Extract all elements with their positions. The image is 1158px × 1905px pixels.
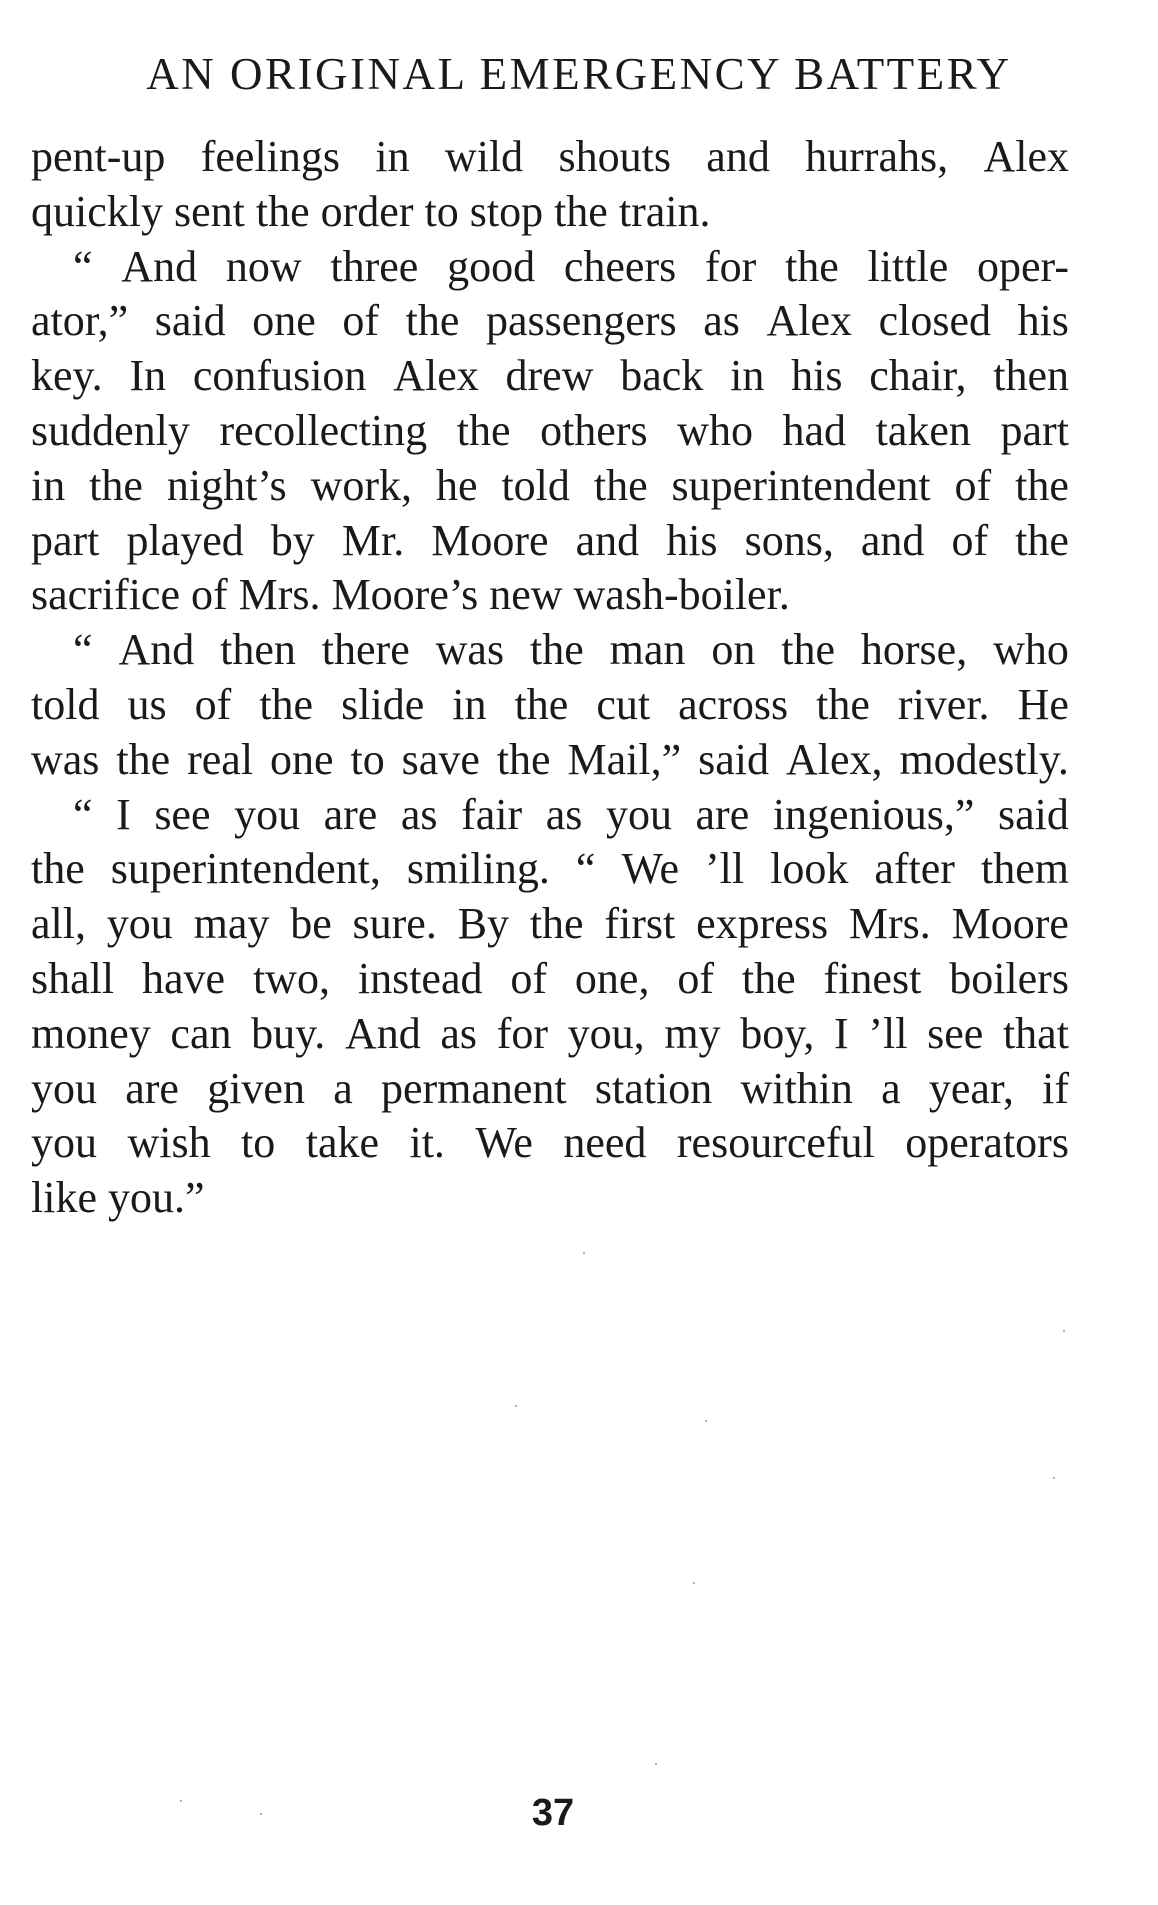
word: back	[620, 351, 704, 401]
word: money	[31, 1008, 151, 1058]
word: ’ll	[705, 844, 745, 894]
word: key.	[31, 351, 103, 401]
scan-speck	[1063, 1330, 1065, 1332]
word: my	[664, 1008, 721, 1058]
word: one	[252, 296, 316, 346]
word: little	[867, 241, 949, 291]
text-line	[31, 1007, 1069, 1062]
word: like	[31, 1173, 108, 1223]
word: modestly.	[899, 734, 1069, 784]
word: as	[703, 296, 740, 346]
page-number: 37	[531, 1792, 575, 1834]
text-line	[31, 623, 1069, 678]
word: the	[741, 953, 796, 1003]
word: In	[129, 351, 167, 401]
word: the	[529, 625, 584, 675]
text-line	[31, 678, 1069, 733]
word: wash-boiler.	[573, 570, 790, 620]
word: have	[142, 953, 226, 1003]
word: the	[514, 679, 569, 729]
word: wild	[444, 132, 524, 181]
word: permanent	[380, 1063, 567, 1113]
word: cheers	[563, 241, 677, 291]
word: them	[980, 844, 1069, 894]
word: as	[545, 789, 583, 839]
text-line	[31, 952, 1069, 1007]
word: superintendent	[671, 460, 931, 510]
word: of	[194, 679, 232, 729]
running-head: AN ORIGINAL EMERGENCY BATTERY	[146, 49, 1012, 99]
word: I	[116, 789, 131, 839]
word: was	[435, 625, 505, 675]
word: said	[154, 296, 226, 346]
text-line	[31, 733, 1069, 788]
text-line	[31, 788, 1069, 843]
word: of	[342, 296, 380, 346]
word: see	[927, 1008, 984, 1058]
word: year,	[928, 1063, 1014, 1113]
word: sent	[173, 186, 256, 236]
word: his	[791, 351, 843, 401]
word: there	[321, 625, 410, 675]
word: the	[781, 625, 835, 675]
word: others	[540, 405, 648, 455]
word: buy.	[251, 1008, 326, 1058]
word: confusion	[192, 351, 367, 401]
word: horse,	[860, 625, 968, 675]
word: are	[323, 789, 378, 839]
word: then	[220, 625, 296, 675]
word: first	[604, 899, 676, 949]
word: in	[452, 679, 487, 729]
word: it.	[409, 1118, 445, 1168]
scan-speck	[655, 1763, 657, 1765]
word: Alex	[983, 132, 1069, 181]
word: work,	[310, 460, 413, 510]
word: take	[305, 1118, 380, 1168]
word: had	[782, 405, 847, 455]
word: chair,	[869, 351, 967, 401]
word: his	[666, 515, 718, 565]
word: as	[400, 789, 438, 839]
word: night’s	[166, 460, 287, 510]
word: of	[510, 953, 548, 1003]
word: station	[594, 1063, 713, 1113]
word: of	[954, 460, 992, 510]
word: after	[874, 844, 955, 894]
word: the	[529, 899, 584, 949]
word: We	[475, 1118, 533, 1168]
word: new	[489, 570, 574, 620]
text-line	[31, 130, 1069, 185]
word: hurrahs,	[805, 132, 949, 181]
word: all,	[31, 899, 86, 949]
word: on	[711, 625, 756, 675]
word: the	[405, 296, 460, 346]
word: Alex,	[785, 734, 883, 784]
scan-speck	[515, 1405, 517, 1407]
word: his	[1017, 296, 1069, 346]
word: are	[125, 1063, 179, 1113]
text-line	[31, 1116, 1069, 1171]
word: ingenious,”	[772, 789, 975, 839]
word: And	[118, 625, 195, 675]
word: us	[127, 679, 167, 729]
word: stop	[469, 186, 555, 236]
text-line	[31, 514, 1069, 569]
word: he	[435, 460, 478, 510]
word: now	[225, 241, 302, 291]
word: “	[575, 844, 596, 894]
word: train.	[618, 186, 711, 236]
word: to	[424, 186, 470, 236]
word: can	[170, 1008, 232, 1058]
word: part	[31, 515, 100, 565]
scan-speck	[180, 1800, 182, 1802]
text-line	[31, 842, 1069, 897]
word: by	[270, 515, 315, 565]
word: to	[241, 1118, 276, 1168]
word: ’ll	[868, 1008, 908, 1058]
word: need	[563, 1118, 647, 1168]
word: suddenly	[31, 405, 190, 455]
word: cut	[596, 679, 651, 729]
word: you	[31, 1063, 97, 1113]
text-line	[31, 185, 1069, 240]
word: real	[187, 734, 254, 784]
word: be	[290, 899, 332, 949]
word: said	[998, 789, 1069, 839]
word: Mrs.	[848, 899, 931, 949]
scan-speck	[260, 1813, 262, 1815]
word: played	[126, 515, 244, 565]
scan-speck	[705, 1420, 707, 1422]
text-line	[31, 294, 1069, 349]
word: you	[234, 789, 301, 839]
word: Moore’s	[331, 570, 490, 620]
word: quickly	[31, 186, 174, 236]
word: see	[154, 789, 211, 839]
word: finest	[823, 953, 922, 1003]
word: slide	[341, 679, 425, 729]
word: boilers	[949, 953, 1069, 1003]
word: the	[554, 186, 619, 236]
word: may	[193, 899, 270, 949]
word: for	[496, 1008, 549, 1058]
word: in	[31, 460, 66, 510]
word: of	[951, 515, 989, 565]
word: sacrifice	[31, 570, 191, 620]
word: Alex	[393, 351, 479, 401]
word: one	[270, 734, 334, 784]
word: if	[1042, 1063, 1069, 1113]
word: “	[73, 625, 93, 675]
word: the	[1015, 515, 1069, 565]
word: two,	[252, 953, 330, 1003]
word: was	[31, 734, 100, 784]
word: the	[259, 679, 314, 729]
word: the	[255, 186, 321, 236]
word: given	[207, 1063, 305, 1113]
word: then	[993, 351, 1069, 401]
word: to	[350, 734, 385, 784]
word: sons,	[744, 515, 834, 565]
word: the	[496, 734, 551, 784]
word: a	[881, 1063, 901, 1113]
word: in	[375, 132, 410, 181]
word: ator,”	[31, 296, 129, 346]
text-line	[31, 349, 1069, 404]
text-line	[31, 404, 1069, 459]
word: a	[333, 1063, 353, 1113]
word: Mrs.	[238, 570, 332, 620]
word: for	[705, 241, 757, 291]
word: river.	[897, 679, 990, 729]
word: told	[31, 679, 100, 729]
word: you.”	[107, 1173, 205, 1223]
text-line	[31, 459, 1069, 514]
word: express	[696, 899, 829, 949]
word: man	[609, 625, 686, 675]
word: shouts	[558, 132, 671, 181]
word: you,	[567, 1008, 645, 1058]
word: and	[860, 515, 925, 565]
word: shall	[31, 953, 115, 1003]
scan-speck	[1053, 1477, 1055, 1479]
text-line	[31, 1062, 1069, 1117]
word: taken	[875, 405, 971, 455]
word: the	[816, 679, 870, 729]
word: that	[1002, 1008, 1069, 1058]
word: And	[121, 241, 198, 291]
word: “	[73, 789, 93, 839]
word: the	[593, 460, 648, 510]
word: who	[993, 625, 1069, 675]
word: said	[698, 734, 770, 784]
word: who	[677, 405, 753, 455]
text-line	[31, 897, 1069, 952]
word: By	[457, 899, 510, 949]
word: oper-	[977, 241, 1069, 291]
word: I	[834, 1008, 849, 1058]
word: instead	[357, 953, 483, 1003]
word: of	[677, 953, 714, 1003]
word: within	[740, 1063, 853, 1113]
word: the	[116, 734, 171, 784]
word: operators	[905, 1118, 1069, 1168]
word: part	[1000, 405, 1069, 455]
text-line	[31, 1171, 1069, 1226]
word: smiling.	[406, 844, 550, 894]
scan-speck	[693, 1582, 695, 1584]
word: you	[106, 899, 173, 949]
word: are	[695, 789, 750, 839]
word: We	[621, 844, 679, 894]
word: drew	[505, 351, 594, 401]
word: resourceful	[676, 1118, 875, 1168]
word: Moore	[951, 899, 1069, 949]
word: closed	[878, 296, 991, 346]
word: good	[447, 241, 536, 291]
word: as	[440, 1008, 478, 1058]
word: across	[678, 679, 789, 729]
word: in	[730, 351, 765, 401]
word: recollecting	[219, 405, 428, 455]
word: of	[191, 570, 239, 620]
word: order	[320, 186, 425, 236]
word: the	[785, 241, 839, 291]
word: feelings	[200, 132, 341, 181]
word: and	[706, 132, 770, 181]
word: one,	[574, 953, 650, 1003]
word: Alex	[766, 296, 852, 346]
word: told	[501, 460, 570, 510]
word: boy,	[740, 1008, 815, 1058]
word: you	[31, 1118, 97, 1168]
word: “	[73, 241, 93, 291]
scan-speck	[583, 1252, 585, 1254]
text-line	[31, 240, 1069, 295]
word: Mr.	[341, 515, 405, 565]
body-text	[31, 130, 1069, 1226]
word: the	[89, 460, 143, 510]
word: the	[1015, 460, 1069, 510]
word: passengers	[486, 296, 677, 346]
word: the	[31, 844, 85, 894]
word: save	[401, 734, 480, 784]
word: three	[330, 241, 419, 291]
text-line	[31, 568, 1069, 623]
word: fair	[461, 789, 523, 839]
word: Mail,”	[567, 734, 682, 784]
word: pent-up	[31, 132, 166, 181]
word: And	[344, 1008, 421, 1058]
word: superintendent,	[110, 844, 381, 894]
word: He	[1017, 679, 1069, 729]
word: and	[575, 515, 640, 565]
word: you	[605, 789, 672, 839]
word: sure.	[352, 899, 437, 949]
word: Moore	[431, 515, 549, 565]
word: look	[770, 844, 849, 894]
word: wish	[127, 1118, 211, 1168]
word: the	[456, 405, 511, 455]
